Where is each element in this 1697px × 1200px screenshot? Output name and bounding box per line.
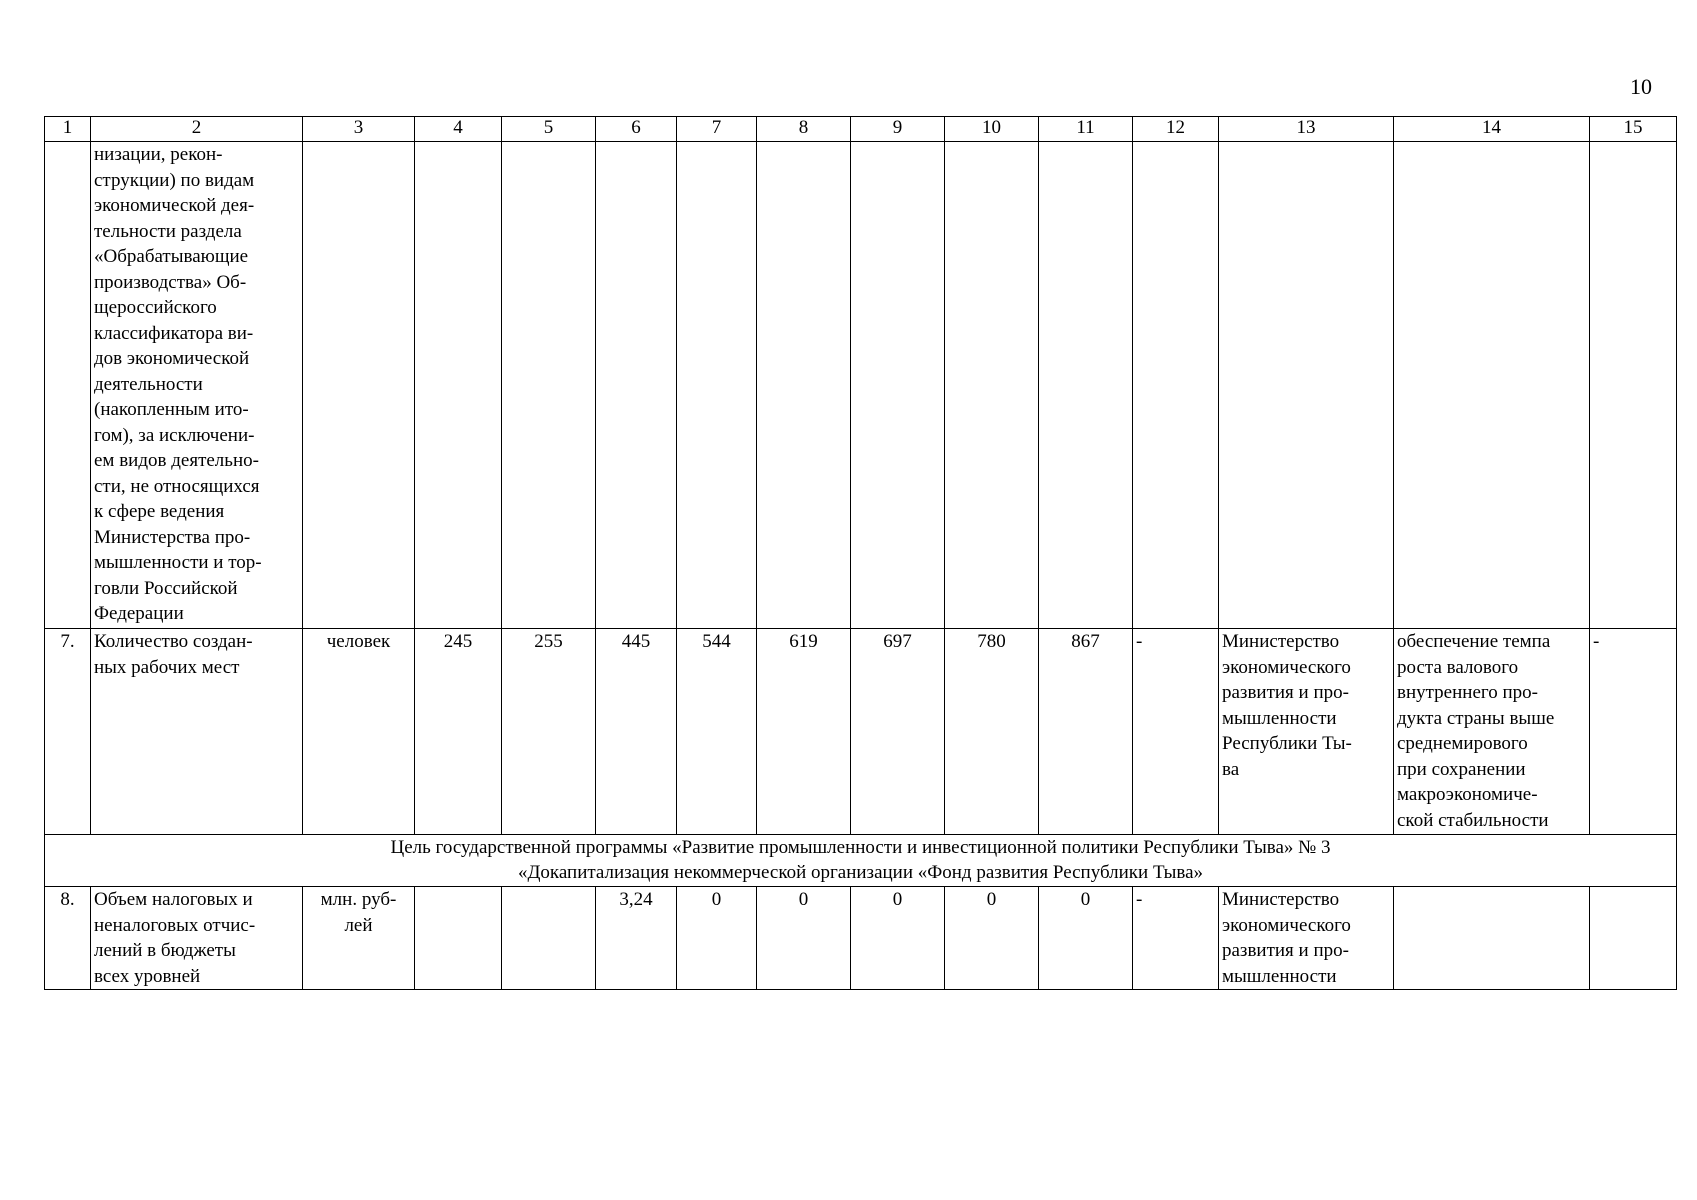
table-row-continuation [45,142,1677,629]
header-cell: 13 [1219,117,1394,142]
header-cell: 8 [757,117,851,142]
value-cell: 0 [677,887,757,990]
table-cell [415,142,502,629]
table-cell [303,142,415,629]
col12-cell: - [1133,887,1219,990]
value-cell: 0 [851,887,945,990]
header-cell: 4 [415,117,502,142]
value-cell: 445 [596,629,677,835]
header-cell: 11 [1039,117,1133,142]
responsible-cell: Министерство экономического развития и про- мышленности [1219,887,1394,990]
value-cell: 619 [757,629,851,835]
table-cell [596,142,677,629]
row-number: 7. [45,629,91,835]
value-cell: 0 [757,887,851,990]
indicator-name: Количество создан- ных рабочих мест [91,629,303,835]
value-cell [502,887,596,990]
page-number: 10 [1630,74,1652,99]
col12-cell: - [1133,629,1219,835]
header-cell: 3 [303,117,415,142]
goal-link-cell [1394,887,1590,990]
table-cell [757,142,851,629]
header-cell: 10 [945,117,1039,142]
header-cell: 15 [1590,117,1677,142]
table-row-8 [45,887,1677,990]
table-cell [1039,142,1133,629]
row-number: 8. [45,887,91,990]
header-cell: 14 [1394,117,1590,142]
goal-line-1: Цель государственной программы «Развитие промышленности и инвестиционной политики Республики Тыва» № 3 [390,837,1331,858]
header-cell: 5 [502,117,596,142]
value-cell: 255 [502,629,596,835]
table-cell [45,142,91,629]
value-cell: 867 [1039,629,1133,835]
table-cell [1219,142,1394,629]
col15-cell [1590,887,1677,990]
col15-cell: - [1590,629,1677,835]
header-cell: 12 [1133,117,1219,142]
value-cell: 3,24 [596,887,677,990]
header-cell: 6 [596,117,677,142]
goal-cell [45,835,1677,887]
responsible-cell: Министерство экономического развития и про- мышленности Республики Ты- ва [1219,629,1394,835]
goal-row [45,835,1677,887]
goal-link-cell: обеспечение темпа роста валового внутреннего про- дукта страны выше среднемирового при сохранении макроэкономиче- ской стабильности [1394,629,1590,835]
value-cell: 0 [945,887,1039,990]
value-cell [415,887,502,990]
header-cell: 1 [45,117,91,142]
value-cell: 0 [1039,887,1133,990]
header-cell: 7 [677,117,757,142]
table-cell [1133,142,1219,629]
table-cell [502,142,596,629]
unit-cell: млн. руб- лей [303,887,415,990]
table-row-7 [45,629,1677,835]
indicators-table [44,116,1677,990]
value-cell: 544 [677,629,757,835]
indicator-name: Объем налоговых и неналоговых отчис- лений в бюджеты всех уровней [91,887,303,990]
value-cell: 780 [945,629,1039,835]
unit-cell: человек [303,629,415,835]
goal-line-2: «Докапитализация некоммерческой организации «Фонд развития Республики Тыва» [517,862,1204,883]
table-cell [1590,142,1677,629]
table-cell [677,142,757,629]
header-cell: 9 [851,117,945,142]
table-cell [1394,142,1590,629]
value-cell: 245 [415,629,502,835]
table-cell [851,142,945,629]
table-cell [945,142,1039,629]
table-header-row [45,117,1677,142]
indicator-name-continued: низации, рекон- струкции) по видам экономической дея- тельности раздела «Обрабатывающие производства» Об- щероссийского классификатора ви- дов экономической деятельности (накопленным ито- гом), за исключени- ем видов деятельно- сти, не относящихся к сфере ведения Министерства про- мышленности и тор- говли Российской Федерации [91,142,303,629]
header-cell: 2 [91,117,303,142]
value-cell: 697 [851,629,945,835]
